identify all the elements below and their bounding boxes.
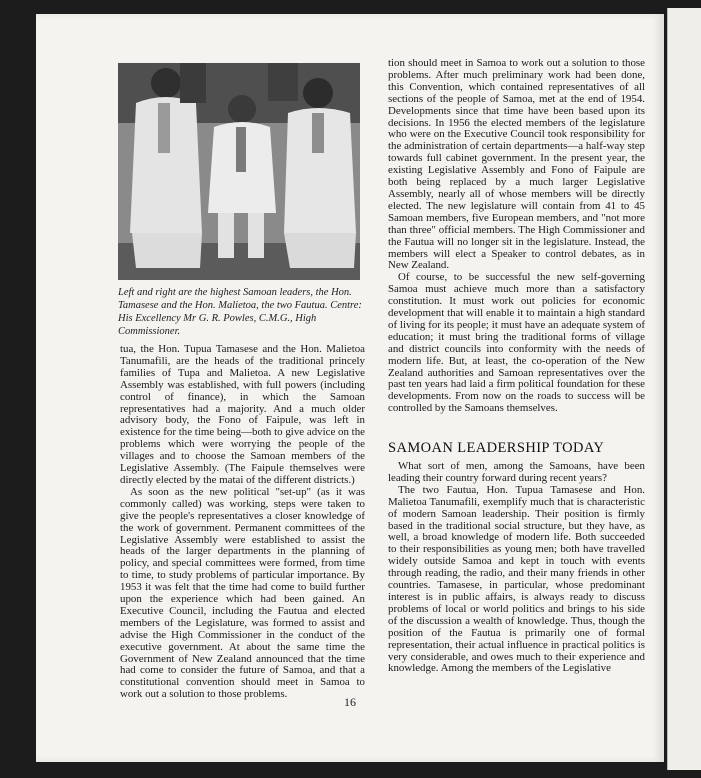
right-column-top	[388, 58, 645, 423]
photo-samoan-leaders	[118, 63, 360, 280]
right-paragraph-3: What sort of men, among the Samoans, have been leading their country forward during recent years?	[388, 460, 645, 484]
left-paragraph-1: tua, the Hon. Tupua Tamasese and the Hon. Malietoa Tanumafili, are the heads of the traditional princely families of Tupa and Malietoa. A new Legislative Assembly was established, with full powers (including control of finance), in which the Samoan representatives had a majority. And a much older advisory body, the Fono of Faipule, was left in existence for the time being—both to give advice on the problems which were worrying the people of the villages and to choose the Samoan members of the Legislative Assembly. (The Faipule themselves were directly elected by the matai of the different districts.)	[120, 343, 365, 486]
right-column-bottom	[388, 461, 645, 696]
section-heading: SAMOAN LEADERSHIP TODAY	[388, 440, 605, 456]
page-number: 16	[344, 695, 356, 709]
left-paragraph-2: As soon as the new political "set-up" (as it was commonly called) was working, steps were taken to give the people's representatives a closer knowledge of the work of government. Permanent committees of the Legislative Assembly were established to assist the heads of the larger departments in the planning of policy, and special committees were formed, from time to time, to study problems of particular importance. By 1953 it was felt that the time had come to build further upon the experience which had been gained. An Executive Council, including the Fautua and elected members of the Legislature, was formed to assist and advise the High Commissioner in the conduct of the executive government. At about the same time the Government of New Zealand announced that the time had come to consider the future of Samoa, and that a constitutional convention should meet in Samoa to work out a solution to those problems.	[120, 485, 365, 701]
right-paragraph-1: tion should meet in Samoa to work out a solution to those problems. After much preliminary work had been done, this Convention, which contained representatives of all sections of the people of Samoa, met at the end of 1954. Developments since that time have been based upon its decisions. In 1956 the elected members of the legislature who were on the Executive Council took responsibility for the administration of certain departments—a half-way step towards full cabinet government. In the present year, the existing Legislative Assembly and Fono of Faipule are both being replaced by a much larger Legislative Assembly, nearly all of whose members will be directly elected. The new legislature will contain from 41 to 45 Samoan members, five European members, and "not more than three" official members. The High Commissioner and the Fautua will no longer sit in the legislature. Instead, the members will elect a Speaker to control debates, as in New Zealand.	[388, 57, 645, 272]
right-paragraph-2: Of course, to be successful the new self-governing Samoa must achieve much more than a satisfactory constitution. It must work out policies for economic development that will enable it to maintain a high standard of living for its people; it must have an adequate system of education; it must bring the traditional forms of village and district councils into conformity with the needs of modern life. But, at least, the co-operation of the New Zealand authorities and Samoan representatives over the past ten years had laid a firm political foundation for these developments. From now on the roads to success will be controlled by the Samoans themselves.	[388, 271, 645, 415]
next-page-edge	[667, 8, 701, 770]
photo-image	[118, 63, 360, 280]
photo-caption: Left and right are the highest Samoan leaders, the Hon. Tamasese and the Hon. Malietoa, the two Fautua. Centre: His Excellency Mr G. R. Powles, C.M.G., High Commissioner.	[118, 287, 362, 337]
left-column	[120, 343, 365, 701]
right-paragraph-4: The two Fautua, Hon. Tupua Tamasese and Hon. Malietoa Tanumafili, exemplify much that is characteristic of modern Samoan leadership. Their position is firmly based in the traditional social structure, but they have, as well, a broad knowledge of modern life. Both succeeded to their responsibilities as young men; both have travelled widely outside Samoa and kept in touch with events through reading, the radio, and their many friends in other countries. Tamasese, in particular, whose predominant interest is in public affairs, is always ready to discuss problems of local or world politics and brings to his side of the discussion a wealth of knowledge. Thus, though the position of the Fautua is primarily one of formal representation, their actual influence in practical politics is very considerable, and owes much to their experience and knowledge. Among the members of the Legislative	[388, 483, 645, 675]
